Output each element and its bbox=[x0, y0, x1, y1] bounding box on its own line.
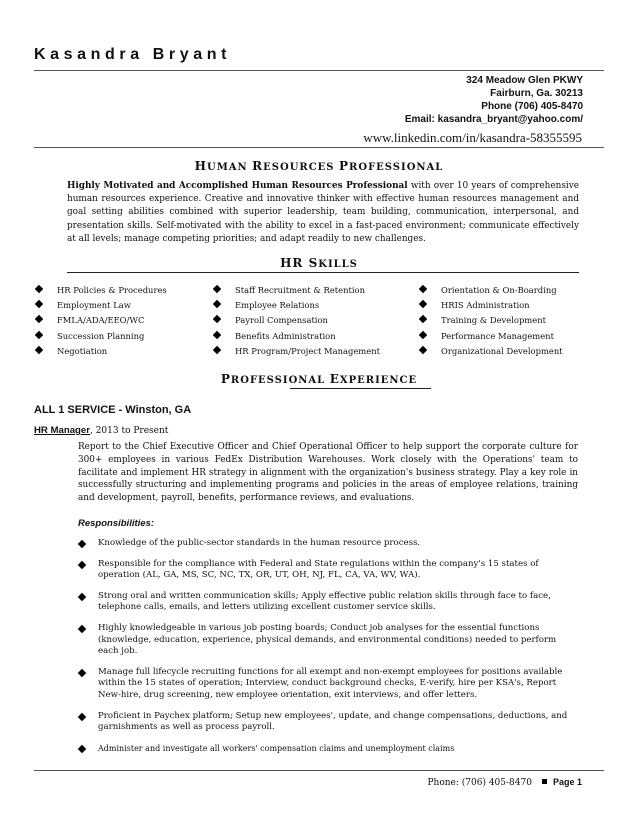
profile-summary bbox=[67, 180, 579, 246]
diamond-bullet-icon bbox=[419, 330, 427, 338]
experience-heading-rule bbox=[290, 388, 431, 389]
summary-lead: Highly Motivated and Accomplished Human Resources Professional bbox=[67, 181, 408, 191]
diamond-bullet-icon bbox=[213, 315, 221, 323]
square-bullet-icon bbox=[542, 779, 547, 784]
skill-item: Negotiation bbox=[36, 344, 167, 359]
linkedin-link[interactable]: www.linkedin.com/in/kasandra-58355595 bbox=[363, 130, 582, 145]
diamond-bullet-icon bbox=[35, 300, 43, 308]
diamond-bullet-icon bbox=[419, 300, 427, 308]
diamond-bullet-icon bbox=[35, 315, 43, 323]
role-description: Report to the Chief Executive Officer and Chief Operational Officer to help support the corporate culture for 300+ employees in various FedEx Distribution Warehouses. Work closely with the Operations' team to facilitate and implement HR strategy in alignment with the organization's business strategy. Play a key role in successfully structuring and implementing programs and policies in the areas of employee relations, training and development, payroll, benefits, performance reviews, and evaluations. bbox=[78, 442, 578, 504]
address-line-1: 324 Meadow Glen PKWY bbox=[466, 75, 583, 86]
list-item: Highly knowledgeable in various job posting boards; Conduct job analyses for the essential functions (knowledge, education, experience, physical demands, and environmental conditions) needed to perform each job. bbox=[78, 623, 578, 658]
role-dates: , 2013 to Present bbox=[89, 426, 169, 436]
footer-divider bbox=[34, 770, 604, 771]
skill-item: Performance Management bbox=[420, 329, 563, 344]
diamond-bullet-icon bbox=[78, 540, 86, 548]
profile-title: HUMAN RESOURCES PROFESSIONAL bbox=[194, 159, 444, 173]
skill-item: Benefits Administration bbox=[214, 329, 380, 344]
phone-line: Phone (706) 405-8470 bbox=[481, 101, 583, 112]
skill-item: Staff Recruitment & Retention bbox=[214, 283, 380, 298]
responsibilities-list bbox=[78, 538, 578, 754]
page-number: Page 1 bbox=[552, 777, 582, 787]
diamond-bullet-icon bbox=[35, 330, 43, 338]
list-item: Responsible for the compliance with Federal and State regulations within the company's 15 states of operation (AL, GA, MS, SC, NC, TX, OR, UT, OH, NJ, FL, CA, VA, WV, WA). bbox=[78, 559, 578, 582]
header-divider bbox=[34, 70, 604, 71]
role-title: HR Manager bbox=[34, 425, 90, 436]
skill-item: HRIS Administration bbox=[420, 298, 563, 313]
skill-item: FMLA/ADA/EEO/WC bbox=[36, 313, 167, 328]
skill-item: Training & Development bbox=[420, 313, 563, 328]
list-item: Proficient in Paychex platform; Setup new employees', update, and change compensations, deductions, and garnishments as well as process payroll. bbox=[78, 711, 578, 734]
diamond-bullet-icon bbox=[78, 712, 86, 720]
diamond-bullet-icon bbox=[78, 560, 86, 568]
contact-divider bbox=[34, 147, 604, 148]
skills-column-1 bbox=[36, 283, 167, 359]
skill-item: HR Program/Project Management bbox=[214, 344, 380, 359]
skills-column-2 bbox=[214, 283, 380, 359]
diamond-bullet-icon bbox=[78, 625, 86, 633]
diamond-bullet-icon bbox=[78, 744, 86, 752]
skill-item: HR Policies & Procedures bbox=[36, 283, 167, 298]
page-footer bbox=[427, 777, 582, 788]
diamond-bullet-icon bbox=[419, 315, 427, 323]
diamond-bullet-icon bbox=[213, 285, 221, 293]
skill-item: Payroll Compensation bbox=[214, 313, 380, 328]
diamond-bullet-icon bbox=[78, 669, 86, 677]
summary-body: with over 10 years of comprehensive human resources experience. Creative and innovative thinker with effective human resources management and goal setting abilities combined with superior leadership, team building, communication, interpersonal, and presentation skills. Self-motivated with the ability to excel in a fast-paced environment; communicate effectively at all levels; manage competing priorities; and adapt readily to new challenges. bbox=[67, 181, 579, 244]
diamond-bullet-icon bbox=[213, 300, 221, 308]
skill-item: Succession Planning bbox=[36, 329, 167, 344]
skills-heading: HR SKILLS bbox=[280, 256, 358, 270]
skill-item: Employee Relations bbox=[214, 298, 380, 313]
skills-column-3 bbox=[420, 283, 563, 359]
skill-item: Employment Law bbox=[36, 298, 167, 313]
experience-heading: PROFESSIONAL EXPERIENCE bbox=[220, 372, 418, 386]
skill-item: Orientation & On-Boarding bbox=[420, 283, 563, 298]
diamond-bullet-icon bbox=[419, 285, 427, 293]
list-item: Strong oral and written communication skills; Apply effective public relation skills through face to face, telephone calls, emails, and letters utilizing excellent customer service skills. bbox=[78, 591, 578, 614]
skill-item: Organizational Development bbox=[420, 344, 563, 359]
footer-phone: Phone: (706) 405-8470 bbox=[427, 778, 532, 788]
responsibilities-heading: Responsibilities: bbox=[78, 518, 155, 529]
email-line[interactable]: Email: kasandra_bryant@yahoo.com/ bbox=[404, 114, 583, 125]
role-line bbox=[34, 425, 168, 436]
diamond-bullet-icon bbox=[35, 285, 43, 293]
candidate-name: Kasandra Bryant bbox=[34, 46, 232, 63]
list-item: Manage full lifecycle recruiting functions for all exempt and non-exempt employees for positions available within the 15 states of operation; Interview, conduct background checks, E-verify, hire per KSA's, Report New-hire, drug screening, new employee orientation, exit interviews, and offer letters. bbox=[78, 667, 578, 702]
diamond-bullet-icon bbox=[419, 346, 427, 354]
diamond-bullet-icon bbox=[213, 330, 221, 338]
address-line-2: Fairburn, Ga. 30213 bbox=[490, 88, 583, 99]
skills-heading-rule bbox=[67, 272, 579, 273]
diamond-bullet-icon bbox=[213, 346, 221, 354]
diamond-bullet-icon bbox=[78, 593, 86, 601]
list-item: Administer and investigate all workers' compensation claims and unemployment claims bbox=[78, 743, 578, 755]
diamond-bullet-icon bbox=[35, 346, 43, 354]
company-name: ALL 1 SERVICE - Winston, GA bbox=[34, 404, 192, 416]
contact-block bbox=[405, 74, 583, 126]
list-item: Knowledge of the public-sector standards in the human resource process. bbox=[78, 538, 578, 550]
